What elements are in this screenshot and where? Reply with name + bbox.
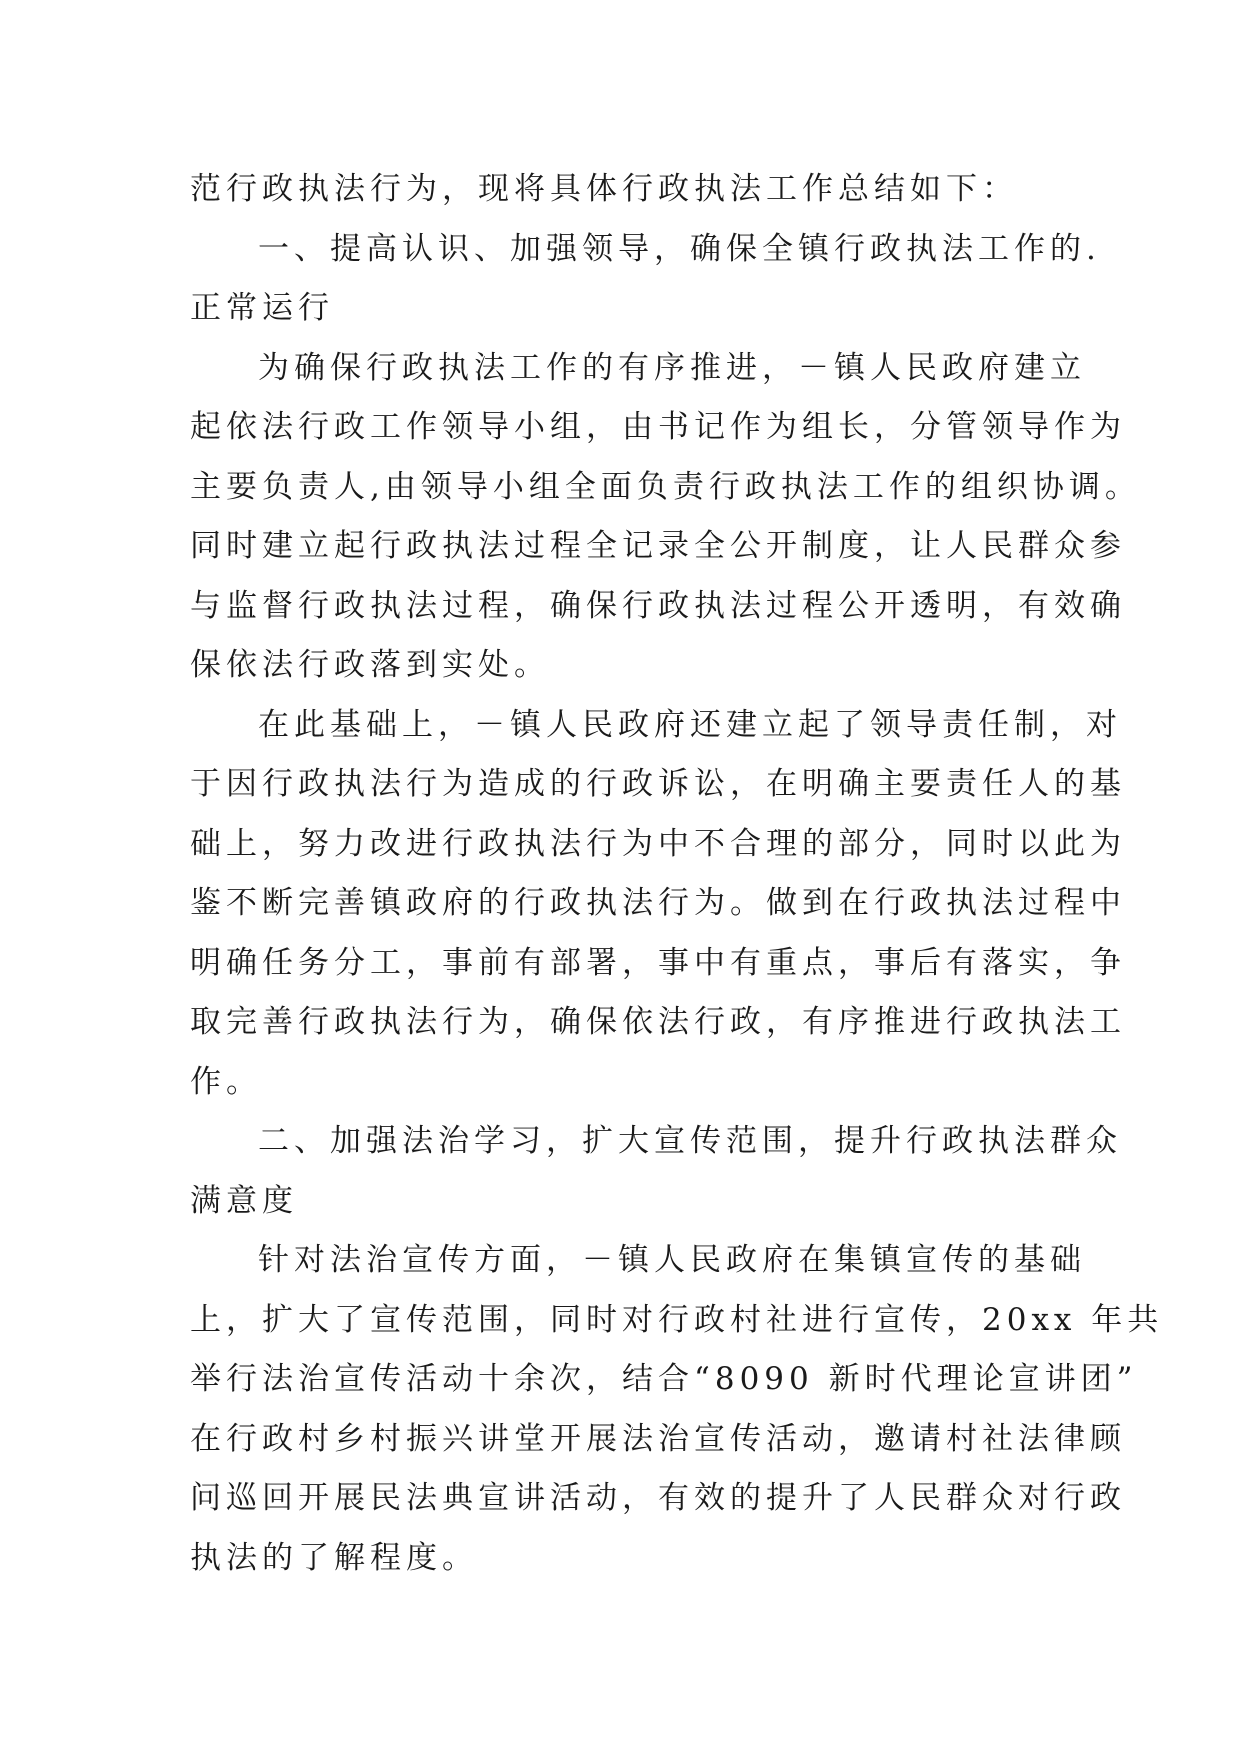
text-line: 鉴不断完善镇政府的行政执法行为。做到在行政执法过程中 — [190, 885, 1126, 921]
text-line: 执法的了解程度。 — [190, 1539, 478, 1576]
text-line: 与监督行政执法过程，确保行政执法过程公开透明，有效确 — [190, 587, 1126, 624]
text-line: 范行政执法行为，现将具体行政执法工作总结如下： — [190, 171, 1018, 207]
text-line: 保依法行政落到实处。 — [190, 647, 550, 683]
text-line: 起依法行政工作领导小组，由书记作为组长，分管领导作为 — [190, 409, 1126, 445]
text-line: 明确任务分工，事前有部署，事中有重点，事后有落实，争 — [190, 944, 1126, 981]
text-line: 于因行政执法行为造成的行政诉讼，在明确主要责任人的基 — [190, 766, 1126, 802]
text-line: 在行政村乡村振兴讲堂开展法治宣传活动，邀请村社法律顾 — [190, 1420, 1126, 1457]
text-line: 同时建立起行政执法过程全记录全公开制度，让人民群众参 — [190, 528, 1126, 564]
text-line: 问巡回开展民法典宣讲活动，有效的提升了人民群众对行政 — [190, 1480, 1126, 1516]
section-heading-1: 一、提高认识、加强领导，确保全镇行政执法工作的. — [258, 230, 1101, 267]
text-line: 针对法治宣传方面，－镇人民政府在集镇宣传的基础 — [258, 1242, 1086, 1278]
text-line: 取完善行政执法行为，确保依法行政，有序推进行政执法工 — [190, 1004, 1126, 1040]
text-line: 为确保行政执法工作的有序推进，－镇人民政府建立 — [258, 349, 1086, 386]
text-line: 举行法治宣传活动十余次，结合“8090 新时代理论宣讲团” — [190, 1361, 1138, 1397]
text-line: 础上，努力改进行政执法行为中不合理的部分，同时以此为 — [190, 825, 1126, 862]
text-line: 主要负责人,由领导小组全面负责行政执法工作的组织协调。 — [190, 468, 1141, 505]
section-heading-1-cont: 正常运行 — [190, 290, 334, 326]
text-line: 上，扩大了宣传范围，同时对行政村社进行宣传，20xx 年共 — [190, 1301, 1164, 1338]
text-line: 在此基础上，－镇人民政府还建立起了领导责任制，对 — [258, 706, 1122, 743]
document-body — [190, 160, 1164, 1588]
section-heading-2-cont: 满意度 — [190, 1182, 298, 1219]
section-heading-2: 二、加强法治学习，扩大宣传范围，提升行政执法群众 — [258, 1123, 1122, 1159]
text-line: 作。 — [190, 1063, 262, 1100]
